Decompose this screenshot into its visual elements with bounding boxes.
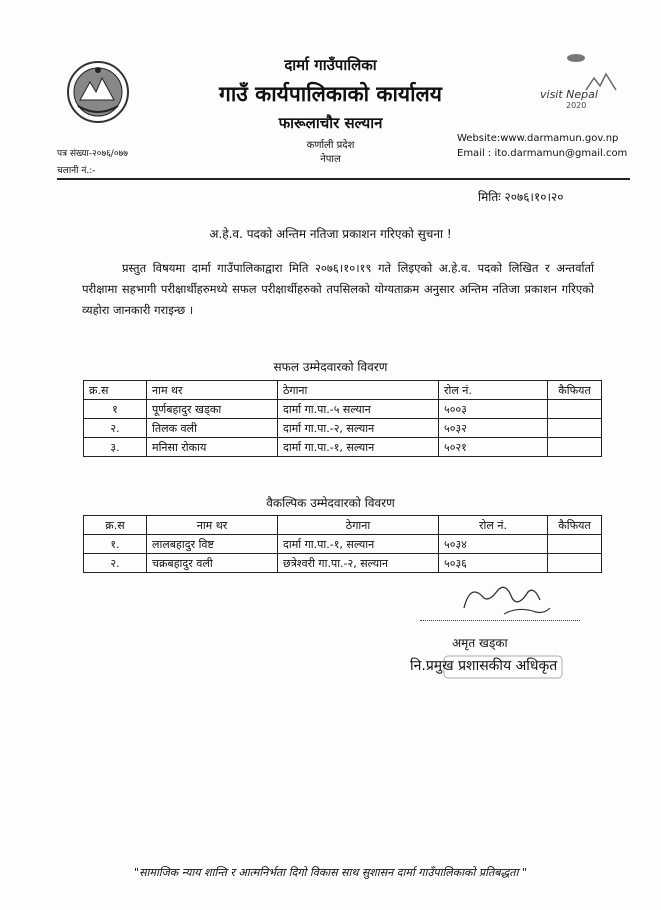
- cell-roll: ५०३६: [439, 554, 548, 573]
- handwritten-signature: [458, 578, 558, 620]
- cell-roll: ५०३२: [439, 419, 548, 438]
- cell-remarks: [548, 535, 602, 554]
- cell-roll: ५०२१: [439, 438, 548, 457]
- signatory-name: अमृत खड्का: [452, 636, 508, 650]
- office-name: गाउँ कार्यपालिकाको कार्यालय: [219, 82, 442, 106]
- header-remarks: कैफियत: [548, 381, 602, 400]
- signature-line: [420, 620, 580, 621]
- letter-number: पत्र संख्या-२०७६/०७७: [57, 149, 128, 159]
- footer-motto: "सामाजिक न्याय शान्ति र आत्मनिर्भता दिगो विकास साथ सुशासन दार्मा गाउँपालिकाको प्रतिबद्धता ": [134, 866, 527, 879]
- municipality-name: दार्मा गाउँपालिका: [284, 56, 377, 74]
- visit-nepal-text: visit Nepal: [540, 88, 598, 101]
- header-address: ठेगाना: [278, 381, 439, 400]
- letter-date: मितिः २०७६।१०।२०: [478, 190, 564, 204]
- cell-sn: २.: [84, 419, 147, 438]
- office-location: फारूलाचौर सल्यान: [278, 114, 383, 132]
- cell-address: दार्मा गा.पा.-२, सल्यान: [278, 419, 439, 438]
- cell-name: लालबहादुर विष्ट: [147, 535, 278, 554]
- header-name: नाम थर: [147, 516, 278, 535]
- cell-sn: १.: [84, 535, 147, 554]
- alternate-candidates-caption: वैकल्पिक उम्मेदवारको विवरण: [266, 496, 395, 510]
- header-name: नाम थर: [147, 381, 278, 400]
- table-row: [84, 554, 602, 573]
- cell-name: चक्रबहादुर वली: [147, 554, 278, 573]
- table-header-row: [84, 516, 602, 535]
- visit-nepal-year: 2020: [566, 101, 587, 110]
- email-text: Email : ito.darmamun@gmail.com: [457, 148, 628, 159]
- alternate-candidates-table: [83, 515, 602, 573]
- website-text: Website:www.darmamun.gov.np: [457, 133, 619, 144]
- table-row: [84, 400, 602, 419]
- cell-sn: ३.: [84, 438, 147, 457]
- successful-candidates-table: [83, 380, 602, 457]
- cell-remarks: [548, 438, 602, 457]
- header-divider: [57, 178, 630, 180]
- cell-roll: ५००३: [439, 400, 548, 419]
- cell-name: मनिसा रोकाय: [147, 438, 278, 457]
- header-sn: क्र.स: [84, 381, 147, 400]
- cell-address: दार्मा गा.पा.-१, सल्यान: [278, 535, 439, 554]
- cell-sn: २.: [84, 554, 147, 573]
- cell-name: पूर्णबहादुर खड्का: [147, 400, 278, 419]
- cell-address: दार्मा गा.पा.-१, सल्यान: [278, 438, 439, 457]
- province-name: कर्णाली प्रदेश: [306, 140, 355, 151]
- country-name: नेपाल: [320, 154, 341, 165]
- dispatch-number: चलानी नं.:-: [57, 166, 96, 176]
- cell-roll: ५०३४: [439, 535, 548, 554]
- cell-address: दार्मा गा.पा.-५ सल्यान: [278, 400, 439, 419]
- header-remarks: कैफियत: [548, 516, 602, 535]
- cell-address: छत्रेश्वरी गा.पा.-२, सल्यान: [278, 554, 439, 573]
- cell-remarks: [548, 400, 602, 419]
- cell-sn: १: [84, 400, 147, 419]
- cell-name: तिलक वली: [147, 419, 278, 438]
- cell-remarks: [548, 419, 602, 438]
- notice-body: प्रस्तुत विषयमा दार्मा गाउँपालिकाद्वारा मिति २०७६।१०।१९ गते लिइएको अ.हे.व. पदको लिखित र अन्तर्वार्ता परीक्षामा सहभागी परीक्षार्थीहरुमध्ये सफल परीक्षार्थीहरुको तपसिलको योग्यताक्रम अनुसार अन्तिम नतिजा प्रकाशन गरिएको व्यहोरा जानकारी गराइन्छ ।: [82, 261, 594, 317]
- header-address: ठेगाना: [278, 516, 439, 535]
- header-roll: रोल नं.: [439, 381, 548, 400]
- table-row: [84, 535, 602, 554]
- header-roll: रोल नं.: [439, 516, 548, 535]
- signatory-title: नि.प्रमुख प्रशासकीय अधिकृत: [410, 658, 558, 674]
- table-row: [84, 419, 602, 438]
- cell-remarks: [548, 554, 602, 573]
- table-row: [84, 438, 602, 457]
- header-sn: क्र.स: [84, 516, 147, 535]
- successful-candidates-caption: सफल उम्मेदवारको विवरण: [273, 360, 388, 374]
- notice-subject: अ.हे.व. पदको अन्तिम नतिजा प्रकाशन गरिएको सुचना !: [209, 227, 452, 241]
- table-header-row: [84, 381, 602, 400]
